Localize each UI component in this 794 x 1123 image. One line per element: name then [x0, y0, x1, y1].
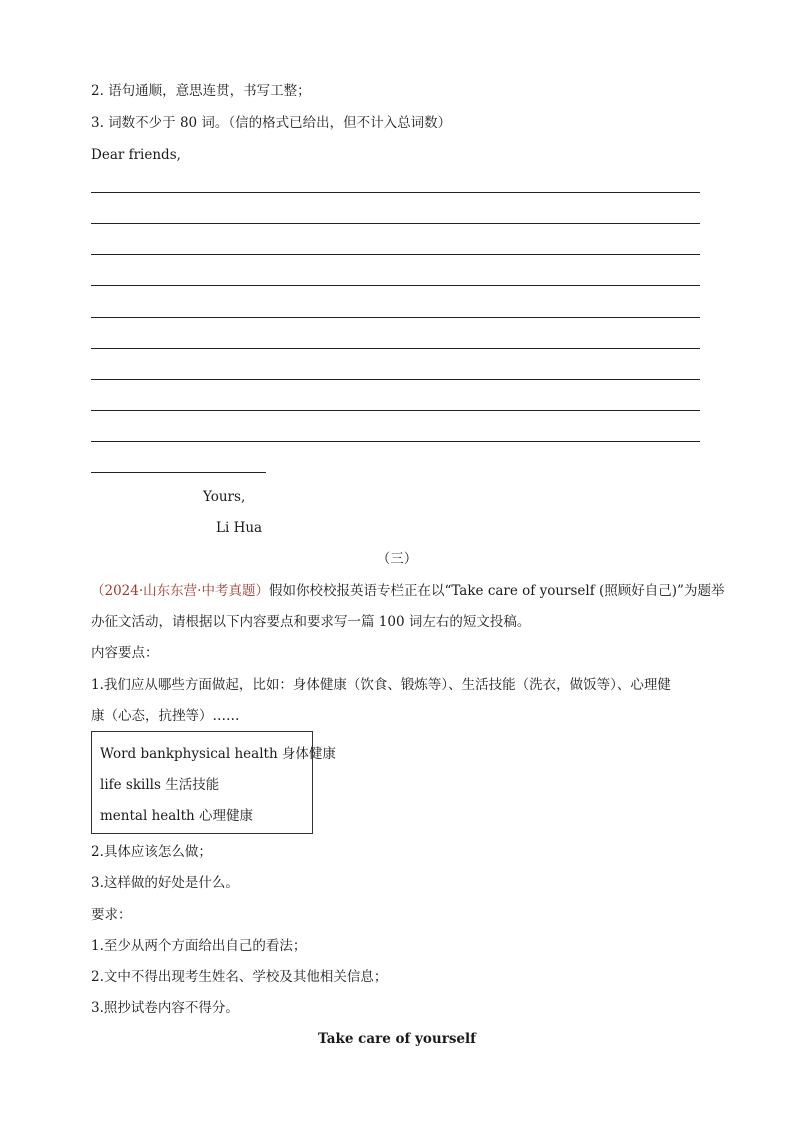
writing-line: [91, 285, 700, 286]
writing-line: [91, 441, 700, 442]
letter-closing: Yours,: [203, 489, 246, 505]
source-tag: （2024·山东东营·中考真题）: [91, 583, 269, 599]
requirement-item: 2.文中不得出现考生姓名、学校及其他相关信息；: [91, 969, 388, 985]
writing-line: [91, 254, 700, 255]
point-3: 3.这样做的好处是什么。: [91, 875, 239, 891]
writing-line: [91, 410, 700, 411]
essay-title: Take care of yourself: [318, 1031, 476, 1047]
prompt-line-2: 办征文活动，请根据以下内容要点和要求写一篇 100 词左右的短文投稿。: [91, 614, 531, 630]
writing-line: [91, 192, 700, 193]
section-number: （三）: [376, 551, 418, 567]
writing-line-short: [91, 472, 266, 473]
writing-line: [91, 223, 700, 224]
letter-signature: Li Hua: [216, 520, 263, 536]
point-2: 2.具体应该怎么做；: [91, 844, 212, 860]
writing-line: [91, 348, 700, 349]
word-bank-entry: life skills 生活技能: [100, 777, 220, 793]
points-heading: 内容要点：: [91, 645, 159, 661]
requirement-3: 3. 词数不少于 80 词。（信的格式已给出，但不计入总词数）: [91, 115, 452, 131]
requirement-item: 3.照抄试卷内容不得分。: [91, 1000, 239, 1016]
prompt-line-1: [91, 582, 724, 600]
point-1-line-2: 康（心态，抗挫等）……: [91, 708, 240, 724]
requirement-2: 2. 语句通顺，意思连贯，书写工整；: [91, 83, 311, 99]
word-bank-entry: Word bankphysical health 身体健康: [100, 746, 336, 762]
writing-line: [91, 379, 700, 380]
word-bank-entry: mental health 心理健康: [100, 808, 254, 824]
point-1-line-1: 1.我们应从哪些方面做起，比如：身体健康（饮食、锻炼等）、生活技能（洗衣，做饭等）、心理健: [91, 677, 671, 693]
requirement-item: 1.至少从两个方面给出自己的看法；: [91, 938, 307, 954]
prompt-text: 假如你校校报英语专栏正在以“Take care of yourself (照顾好自己)”为题举: [268, 583, 725, 599]
word-bank-box: [91, 731, 336, 834]
writing-line: [91, 317, 700, 318]
requirements-heading: 要求：: [91, 907, 132, 923]
letter-greeting: Dear friends,: [91, 147, 181, 163]
